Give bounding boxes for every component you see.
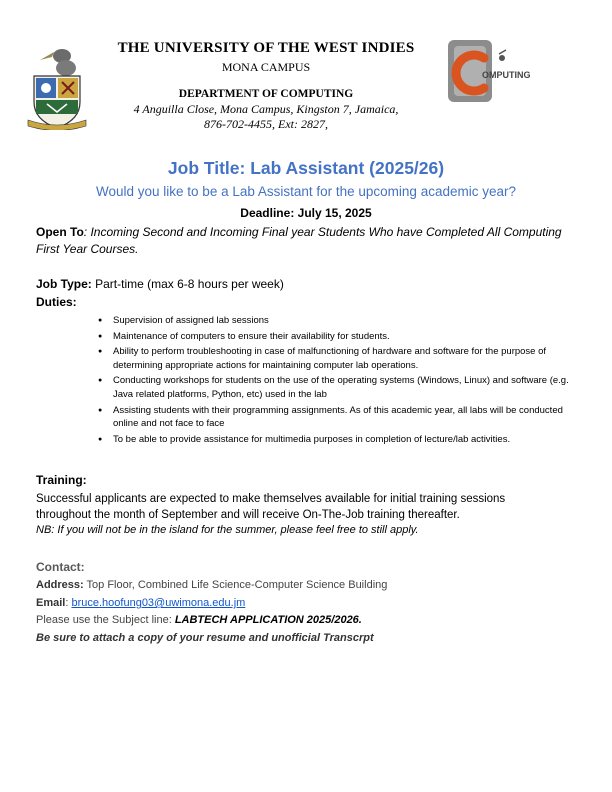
open-to-section xyxy=(36,224,576,258)
job-subtitle: Would you like to be a Lab Assistant for the upcoming academic year? xyxy=(96,184,516,199)
contact-address-label: Address: xyxy=(36,579,84,591)
university-name: THE UNIVERSITY OF THE WEST INDIES xyxy=(117,40,415,56)
job-type-text: Part-time (max 6-8 hours per week) xyxy=(91,277,284,291)
department-name: DEPARTMENT OF COMPUTING xyxy=(178,88,354,100)
job-type-label: Job Type: xyxy=(36,277,92,291)
campus-name: MONA CAMPUS xyxy=(221,60,311,74)
open-to-label: Open To xyxy=(36,225,84,239)
job-title: Job Title: Lab Assistant (2025/26) xyxy=(167,158,445,178)
duties-label: Duties: xyxy=(36,295,77,309)
subject-value: LABTECH APPLICATION 2025/2026. xyxy=(174,614,362,626)
computing-department-logo xyxy=(444,36,540,132)
duty-item: ● Conducting workshops for students on the use of the operating systems (Windows, Linux) and software (e.g. Java related platforms, Python, etc) used in the lab xyxy=(98,374,582,401)
duty-item: ● Ability to perform troubleshooting in case of malfunctioning of hardware and software for the purpose of determining appropriate actions for maintaining computer lab operations. xyxy=(98,345,582,372)
dept-logo-text: OMPUTING xyxy=(482,70,531,80)
duty-item: ● Maintenance of computers to ensure their availability for students. xyxy=(98,330,582,344)
duties-list xyxy=(98,314,582,448)
university-crest-logo xyxy=(22,40,92,130)
deadline: Deadline: July 15, 2025 xyxy=(240,206,372,220)
training-label: Training: xyxy=(36,473,87,487)
contact-email xyxy=(36,597,576,609)
duty-item: ● Assisting students with their programming assignments. As of this academic year, all labs will be conducted online and not face to face xyxy=(98,404,582,431)
department-address xyxy=(96,102,436,132)
training-text: Successful applicants are expected to make themselves available for initial training sessions throughout the month of September and will receive On-The-Job training thereafter. xyxy=(36,493,506,521)
attach-note: Be sure to attach a copy of your resume and unofficial Transcrpt xyxy=(36,632,374,644)
contact-email-label: Email xyxy=(36,597,66,609)
training-note: NB: If you will not be in the island for the summer, please feel free to still apply. xyxy=(36,524,419,536)
contact-label: Contact: xyxy=(36,560,85,574)
contact-email-separator: : xyxy=(65,597,72,609)
open-to-text: : Incoming Second and Incoming Final year Students Who have Completed All Computing First Year Courses. xyxy=(36,225,562,256)
subject-prefix: Please use the Subject line: xyxy=(36,614,175,626)
duty-item: ● To be able to provide assistance for multimedia purposes in completion of lecture/lab activities. xyxy=(98,433,582,447)
email-link[interactable]: bruce.hoofung03@uwimona.edu.jm xyxy=(71,597,246,609)
contact-address-text: Top Floor, Combined Life Science-Computer Science Building xyxy=(83,579,388,591)
contact-address xyxy=(36,579,576,591)
address-line-2: 876-702-4455, Ext: 2827, xyxy=(204,117,328,131)
contact-subject xyxy=(36,614,576,626)
letterhead xyxy=(0,36,612,136)
duty-item: ● Supervision of assigned lab sessions xyxy=(98,314,582,328)
job-type-section xyxy=(36,277,576,291)
address-line-1: 4 Anguilla Close, Mona Campus, Kingston 7, Jamaica, xyxy=(133,102,399,116)
